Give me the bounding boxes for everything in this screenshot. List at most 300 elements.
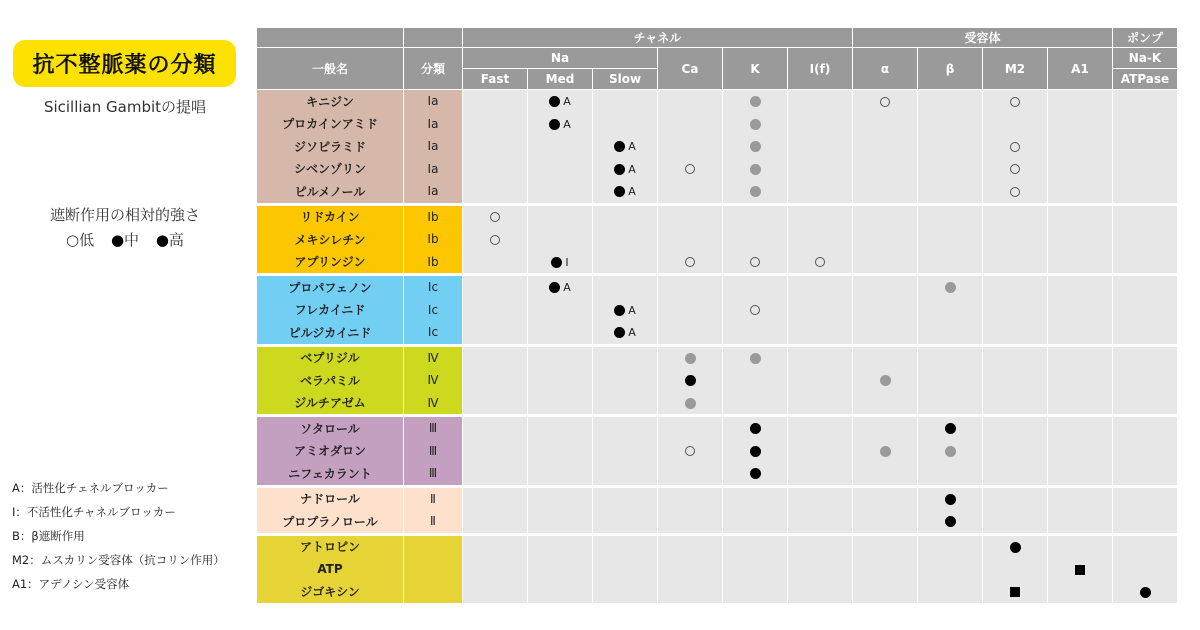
cell-ca	[658, 392, 722, 415]
table-row	[257, 462, 1177, 485]
legend-title: 遮断作用の相対的強さ	[49, 206, 200, 224]
cell-nak	[1113, 251, 1177, 274]
cell-alpha	[853, 299, 917, 322]
weak-block-marker	[490, 212, 500, 222]
cell-a1	[1048, 113, 1112, 136]
cell-if	[788, 462, 852, 485]
cell-k	[723, 158, 787, 181]
strong-block-marker	[614, 305, 625, 316]
legend-mid-label: 中	[124, 231, 140, 249]
cell-ca	[658, 462, 722, 485]
cell-nak	[1113, 581, 1177, 604]
header-blank	[257, 28, 403, 48]
cell-med	[528, 462, 592, 485]
cell-k	[723, 206, 787, 229]
cell-beta	[918, 276, 982, 299]
cell-med	[528, 251, 592, 274]
cell-k	[723, 321, 787, 344]
weak-block-marker	[1010, 164, 1020, 174]
cell-k	[723, 299, 787, 322]
drug-name: ATP	[257, 558, 403, 581]
cell-alpha	[853, 488, 917, 511]
cell-a1	[1048, 135, 1112, 158]
cell-if	[788, 440, 852, 463]
header-generic-name: 一般名	[257, 48, 403, 90]
drug-class: Ib	[404, 206, 462, 229]
cell-beta	[918, 488, 982, 511]
table-row	[257, 228, 1177, 251]
cell-k	[723, 135, 787, 158]
note-item: A：活性化チェネルブロッカー	[12, 481, 169, 495]
cell-med	[528, 228, 592, 251]
cell-alpha	[853, 251, 917, 274]
table-row	[257, 251, 1177, 274]
cell-k	[723, 558, 787, 581]
legend-high-symbol: ●	[155, 231, 169, 249]
cell-if	[788, 510, 852, 533]
drug-name: ジルチアゼム	[257, 392, 403, 415]
cell-if	[788, 558, 852, 581]
header-ca: Ca	[658, 48, 722, 90]
table-row	[257, 347, 1177, 370]
cell-slow	[593, 158, 657, 181]
cell-if	[788, 90, 852, 113]
drug-name: フレカイニド	[257, 299, 403, 322]
cell-k	[723, 180, 787, 203]
cell-alpha	[853, 536, 917, 559]
drug-name: プロパフェノン	[257, 276, 403, 299]
blocker-type-suffix: A	[628, 303, 636, 317]
strong-block-marker	[1140, 587, 1151, 598]
blocker-type-suffix: I	[565, 255, 569, 269]
cell-slow	[593, 536, 657, 559]
cell-fast	[463, 462, 527, 485]
drug-name: プロカインアミド	[257, 113, 403, 136]
cell-fast	[463, 135, 527, 158]
drug-name: シベンゾリン	[257, 158, 403, 181]
cell-alpha	[853, 510, 917, 533]
strong-block-marker	[614, 186, 625, 197]
cell-nak	[1113, 536, 1177, 559]
cell-a1	[1048, 321, 1112, 344]
cell-k	[723, 440, 787, 463]
cell-alpha	[853, 276, 917, 299]
cell-a1	[1048, 228, 1112, 251]
cell-alpha	[853, 180, 917, 203]
cell-nak	[1113, 135, 1177, 158]
medium-block-marker	[750, 96, 761, 107]
cell-slow	[593, 488, 657, 511]
strong-block-marker	[750, 468, 761, 479]
medium-block-marker	[945, 282, 956, 293]
medium-block-marker	[750, 141, 761, 152]
cell-slow	[593, 347, 657, 370]
drug-name: ピルメノール	[257, 180, 403, 203]
drug-name: プロプラノロール	[257, 510, 403, 533]
cell-k	[723, 510, 787, 533]
strong-block-marker	[750, 446, 761, 457]
cell-m2	[983, 251, 1047, 274]
cell-ca	[658, 180, 722, 203]
header-beta: β	[918, 48, 982, 90]
cell-k	[723, 228, 787, 251]
cell-a1	[1048, 510, 1112, 533]
cell-ca	[658, 251, 722, 274]
medium-block-marker	[750, 186, 761, 197]
strong-block-marker	[549, 282, 560, 293]
strong-block-marker	[614, 164, 625, 175]
cell-beta	[918, 347, 982, 370]
cell-med	[528, 392, 592, 415]
cell-fast	[463, 113, 527, 136]
drug-name: ニフェカラント	[257, 462, 403, 485]
cell-nak	[1113, 158, 1177, 181]
cell-med	[528, 347, 592, 370]
cell-beta	[918, 440, 982, 463]
cell-a1	[1048, 581, 1112, 604]
cell-slow	[593, 90, 657, 113]
drug-name: ソタロール	[257, 417, 403, 440]
cell-med	[528, 417, 592, 440]
cell-med	[528, 440, 592, 463]
drug-name: ジゴキシン	[257, 581, 403, 604]
cell-fast	[463, 417, 527, 440]
table-row	[257, 299, 1177, 322]
drug-class	[404, 581, 462, 604]
cell-m2	[983, 90, 1047, 113]
cell-beta	[918, 321, 982, 344]
weak-block-marker	[1010, 187, 1020, 197]
blocker-type-suffix: A	[563, 281, 571, 295]
cell-fast	[463, 299, 527, 322]
table-row	[257, 510, 1177, 533]
weak-block-marker	[880, 97, 890, 107]
cell-fast	[463, 558, 527, 581]
medium-block-marker	[880, 446, 891, 457]
cell-alpha	[853, 440, 917, 463]
cell-beta	[918, 135, 982, 158]
cell-a1	[1048, 440, 1112, 463]
drug-name: アトロピン	[257, 536, 403, 559]
cell-beta	[918, 536, 982, 559]
table-row	[257, 417, 1177, 440]
table-row	[257, 90, 1177, 113]
cell-a1	[1048, 417, 1112, 440]
header-med: Med	[528, 69, 592, 90]
cell-m2	[983, 488, 1047, 511]
cell-if	[788, 299, 852, 322]
drug-class: Ⅳ	[404, 347, 462, 370]
cell-alpha	[853, 158, 917, 181]
cell-a1	[1048, 462, 1112, 485]
cell-nak	[1113, 392, 1177, 415]
cell-k	[723, 90, 787, 113]
strong-block-marker	[685, 375, 696, 386]
legend-high	[156, 231, 184, 249]
cell-fast	[463, 581, 527, 604]
blocker-type-suffix: A	[563, 95, 571, 109]
medium-block-marker	[685, 398, 696, 409]
weak-block-marker	[1010, 97, 1020, 107]
cell-beta	[918, 299, 982, 322]
drug-class	[404, 536, 462, 559]
cell-fast	[463, 158, 527, 181]
note-item: M2：ムスカリン受容体（抗コリン作用）	[12, 553, 225, 567]
drug-class: Ⅲ	[404, 462, 462, 485]
drug-class: Ⅱ	[404, 488, 462, 511]
cell-fast	[463, 321, 527, 344]
legend-high-label: 高	[168, 231, 184, 249]
cell-fast	[463, 488, 527, 511]
cell-med	[528, 581, 592, 604]
cell-slow	[593, 510, 657, 533]
cell-m2	[983, 299, 1047, 322]
cell-beta	[918, 369, 982, 392]
square-marker	[1010, 587, 1020, 597]
table-row	[257, 321, 1177, 344]
drug-class: Ⅲ	[404, 440, 462, 463]
cell-nak	[1113, 369, 1177, 392]
cell-m2	[983, 135, 1047, 158]
cell-if	[788, 321, 852, 344]
header-channel: チャネル	[463, 28, 852, 48]
drug-class: Ic	[404, 276, 462, 299]
cell-if	[788, 581, 852, 604]
cell-k	[723, 536, 787, 559]
cell-fast	[463, 369, 527, 392]
cell-nak	[1113, 180, 1177, 203]
cell-ca	[658, 440, 722, 463]
cell-slow	[593, 180, 657, 203]
weak-block-marker	[750, 257, 760, 267]
cell-k	[723, 347, 787, 370]
cell-ca	[658, 558, 722, 581]
cell-k	[723, 488, 787, 511]
cell-slow	[593, 392, 657, 415]
cell-beta	[918, 510, 982, 533]
cell-fast	[463, 440, 527, 463]
cell-k	[723, 392, 787, 415]
cell-ca	[658, 135, 722, 158]
legend-low-symbol: ○	[66, 231, 80, 249]
cell-nak	[1113, 90, 1177, 113]
strong-block-marker	[614, 327, 625, 338]
cell-m2	[983, 510, 1047, 533]
cell-ca	[658, 228, 722, 251]
strong-block-marker	[945, 423, 956, 434]
note-item: I：不活性化チャネルブロッカー	[12, 505, 176, 519]
cell-beta	[918, 558, 982, 581]
drug-name: リドカイン	[257, 206, 403, 229]
cell-m2	[983, 581, 1047, 604]
cell-ca	[658, 347, 722, 370]
medium-block-marker	[750, 353, 761, 364]
cell-slow	[593, 276, 657, 299]
drug-class: Ib	[404, 251, 462, 274]
cell-slow	[593, 558, 657, 581]
drug-class: Ic	[404, 299, 462, 322]
cell-med	[528, 510, 592, 533]
cell-med	[528, 321, 592, 344]
drug-class: Ia	[404, 135, 462, 158]
cell-alpha	[853, 558, 917, 581]
cell-nak	[1113, 321, 1177, 344]
drug-class: Ia	[404, 158, 462, 181]
table-row	[257, 488, 1177, 511]
legend-keys	[0, 229, 250, 250]
cell-m2	[983, 462, 1047, 485]
weak-block-marker	[1010, 142, 1020, 152]
blocker-type-suffix: A	[628, 185, 636, 199]
header-fast: Fast	[463, 69, 527, 90]
cell-a1	[1048, 347, 1112, 370]
cell-a1	[1048, 369, 1112, 392]
cell-beta	[918, 228, 982, 251]
cell-alpha	[853, 206, 917, 229]
weak-block-marker	[750, 305, 760, 315]
cell-slow	[593, 462, 657, 485]
cell-if	[788, 180, 852, 203]
cell-if	[788, 536, 852, 559]
cell-med	[528, 299, 592, 322]
drug-class: Ⅳ	[404, 392, 462, 415]
table-row	[257, 158, 1177, 181]
cell-alpha	[853, 90, 917, 113]
cell-k	[723, 369, 787, 392]
medium-block-marker	[685, 353, 696, 364]
cell-fast	[463, 180, 527, 203]
table-row	[257, 536, 1177, 559]
cell-beta	[918, 206, 982, 229]
cell-m2	[983, 113, 1047, 136]
cell-m2	[983, 158, 1047, 181]
note-item: A1：アデノシン受容体	[12, 577, 130, 591]
header-m2: M2	[983, 48, 1047, 90]
cell-med	[528, 90, 592, 113]
header-a1: A1	[1048, 48, 1112, 90]
header-na: Na	[463, 48, 657, 69]
cell-fast	[463, 536, 527, 559]
cell-alpha	[853, 581, 917, 604]
cell-ca	[658, 488, 722, 511]
cell-alpha	[853, 113, 917, 136]
drug-name: メキシレチン	[257, 228, 403, 251]
cell-beta	[918, 581, 982, 604]
cell-m2	[983, 228, 1047, 251]
strong-block-marker	[1010, 542, 1021, 553]
cell-beta	[918, 392, 982, 415]
weak-block-marker	[490, 235, 500, 245]
cell-ca	[658, 90, 722, 113]
cell-nak	[1113, 347, 1177, 370]
blocker-type-suffix: A	[563, 117, 571, 131]
cell-a1	[1048, 299, 1112, 322]
table-row	[257, 369, 1177, 392]
header-receptor: 受容体	[853, 28, 1112, 48]
cell-fast	[463, 228, 527, 251]
cell-fast	[463, 347, 527, 370]
header-slow: Slow	[593, 69, 657, 90]
cell-ca	[658, 299, 722, 322]
cell-slow	[593, 135, 657, 158]
abbreviation-notes	[12, 476, 225, 596]
cell-ca	[658, 510, 722, 533]
table-row	[257, 276, 1177, 299]
drug-class: Ic	[404, 321, 462, 344]
cell-fast	[463, 251, 527, 274]
cell-a1	[1048, 251, 1112, 274]
cell-alpha	[853, 417, 917, 440]
header-pump: ポンプ	[1113, 28, 1177, 48]
cell-if	[788, 206, 852, 229]
weak-block-marker	[685, 446, 695, 456]
title-box	[13, 40, 236, 87]
cell-slow	[593, 321, 657, 344]
table-row	[257, 206, 1177, 229]
cell-beta	[918, 251, 982, 274]
cell-slow	[593, 440, 657, 463]
drug-name: キニジン	[257, 90, 403, 113]
table-row	[257, 440, 1177, 463]
cell-slow	[593, 228, 657, 251]
medium-block-marker	[750, 164, 761, 175]
weak-block-marker	[685, 164, 695, 174]
cell-if	[788, 488, 852, 511]
cell-alpha	[853, 369, 917, 392]
cell-k	[723, 276, 787, 299]
medium-block-marker	[750, 119, 761, 130]
cell-nak	[1113, 276, 1177, 299]
cell-a1	[1048, 180, 1112, 203]
drug-class: Ib	[404, 228, 462, 251]
cell-med	[528, 180, 592, 203]
cell-med	[528, 113, 592, 136]
cell-nak	[1113, 510, 1177, 533]
header-class: 分類	[404, 48, 462, 90]
cell-alpha	[853, 392, 917, 415]
strong-block-marker	[549, 96, 560, 107]
blocker-type-suffix: A	[628, 326, 636, 340]
cell-med	[528, 488, 592, 511]
cell-if	[788, 276, 852, 299]
cell-slow	[593, 113, 657, 136]
table-row	[257, 113, 1177, 136]
drug-class: Ia	[404, 90, 462, 113]
cell-if	[788, 369, 852, 392]
header-alpha: α	[853, 48, 917, 90]
square-marker	[1075, 565, 1085, 575]
cell-m2	[983, 558, 1047, 581]
cell-if	[788, 417, 852, 440]
blocker-type-suffix: A	[628, 162, 636, 176]
cell-k	[723, 417, 787, 440]
cell-if	[788, 135, 852, 158]
cell-ca	[658, 158, 722, 181]
cell-beta	[918, 158, 982, 181]
table-row	[257, 558, 1177, 581]
drug-class: Ia	[404, 113, 462, 136]
cell-med	[528, 558, 592, 581]
cell-a1	[1048, 90, 1112, 113]
cell-ca	[658, 581, 722, 604]
cell-m2	[983, 417, 1047, 440]
cell-a1	[1048, 392, 1112, 415]
cell-ca	[658, 321, 722, 344]
cell-slow	[593, 299, 657, 322]
header-nak: Na-K	[1113, 48, 1177, 69]
cell-nak	[1113, 440, 1177, 463]
legend-low	[66, 231, 94, 249]
